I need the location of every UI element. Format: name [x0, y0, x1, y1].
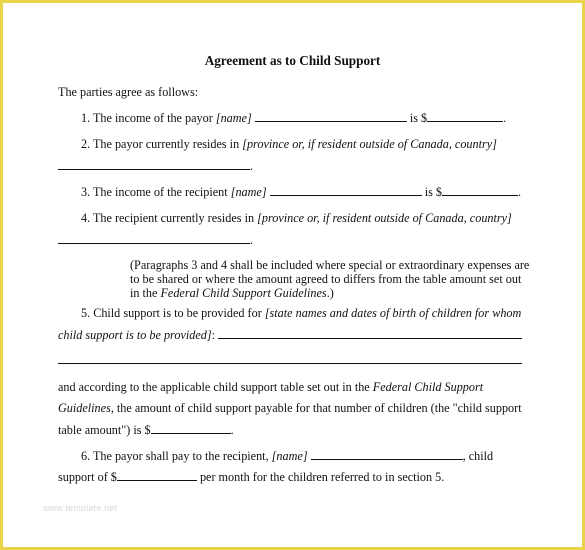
- intro-text: The parties agree as follows:: [58, 85, 199, 99]
- table-paragraph-line-1: [58, 380, 483, 395]
- support-amount-text: per month for the children referred to in section 5.: [199, 470, 445, 484]
- recipient-name-blank[interactable]: [311, 448, 463, 460]
- watermark: www.template.net: [43, 503, 118, 513]
- clause-2: [81, 137, 497, 152]
- clause-3-end: .: [517, 185, 522, 199]
- clause-3: [81, 184, 521, 200]
- payor-residence-blank[interactable]: [58, 158, 250, 170]
- recipient-residence-blank[interactable]: [58, 232, 250, 244]
- table-paragraph-line-3: [58, 422, 234, 438]
- clause-2-number: 2.: [81, 137, 91, 151]
- clause-6-text: The payor shall pay to the recipient,: [92, 449, 269, 463]
- document: [3, 3, 582, 547]
- clause-5-field-2: child support is to be provided]: [58, 328, 212, 342]
- table-paragraph-post: , the amount of child support payable for that number of children (the "child support: [110, 401, 522, 415]
- clause-4-end: .: [250, 233, 254, 247]
- clause-3-text: The income of the recipient: [92, 185, 228, 199]
- clause-1-field: [name]: [215, 111, 252, 125]
- clause-4-field: [province or, if resident outside of Canada, country]: [257, 211, 512, 225]
- document-title: Agreement as to Child Support: [204, 53, 381, 68]
- clause-6-number: 6.: [81, 449, 91, 463]
- clause-4-blank-line: [58, 232, 253, 248]
- table-amount-end: .: [230, 423, 234, 437]
- note-line-3-post: .): [326, 286, 334, 300]
- note-line-1: (Paragraphs 3 and 4 shall be included where special or extraordinary expenses are: [130, 258, 530, 272]
- clause-2-text: The payor currently resides in: [92, 137, 240, 151]
- clause-4-number: 4.: [81, 211, 91, 225]
- clause-5-text: Child support is to be provided for: [93, 306, 262, 320]
- note-line-3-pre: in the: [130, 286, 158, 300]
- clause-4-text: The recipient currently resides in: [92, 211, 255, 225]
- table-paragraph-line-2: [58, 401, 522, 416]
- clause-4: [81, 211, 512, 226]
- guidelines-italic-2: Guidelines: [58, 401, 111, 415]
- clause-5: [81, 306, 521, 321]
- guidelines-reference: Federal Child Support Guidelines: [160, 286, 327, 300]
- clause-1-suffix: is $: [409, 111, 428, 125]
- table-amount-label: table amount") is $: [58, 423, 151, 437]
- clause-2-field: [province or, if resident outside of Canada, country]: [242, 137, 497, 151]
- clause-3-number: 3.: [81, 185, 91, 199]
- table-amount-blank[interactable]: [151, 422, 231, 434]
- clause-2-end: .: [250, 159, 254, 173]
- note-line-3: [130, 286, 334, 301]
- clause-3-field: [name]: [230, 185, 267, 199]
- support-amount-label: support of $: [58, 470, 117, 484]
- clause-6: [81, 448, 493, 464]
- monthly-support-blank[interactable]: [117, 469, 197, 481]
- clause-3-suffix: is $: [424, 185, 442, 199]
- note-line-2: to be shared or where the amount agreed to differs from the table amount set out: [130, 272, 522, 286]
- clause-6-line-2: [58, 469, 444, 485]
- recipient-income-name-blank[interactable]: [270, 184, 422, 196]
- clause-1-text: The income of the payor: [92, 111, 213, 125]
- clause-5-number: 5.: [81, 306, 91, 320]
- clause-1-number: 1.: [81, 111, 91, 125]
- clause-5-line-2: [58, 327, 522, 343]
- children-names-blank-1[interactable]: [218, 327, 522, 339]
- clause-1-end: .: [503, 111, 507, 125]
- clause-1: [81, 110, 506, 126]
- recipient-income-amount-blank[interactable]: [442, 184, 518, 196]
- children-names-blank-2[interactable]: [58, 363, 522, 364]
- clause-5-colon: :: [211, 328, 215, 342]
- table-paragraph-pre: and according to the applicable child support table set out in the: [58, 380, 370, 394]
- guidelines-italic-1: Federal Child Support: [372, 380, 484, 394]
- clause-2-blank-line: [58, 158, 253, 174]
- clause-6-suffix: , child: [462, 449, 494, 463]
- clause-6-field: [name]: [271, 449, 308, 463]
- payor-income-amount-blank[interactable]: [427, 110, 503, 122]
- page-frame: [3, 3, 582, 547]
- clause-5-field-1: [state names and dates of birth of children for whom: [264, 306, 522, 320]
- payor-income-name-blank[interactable]: [255, 110, 407, 122]
